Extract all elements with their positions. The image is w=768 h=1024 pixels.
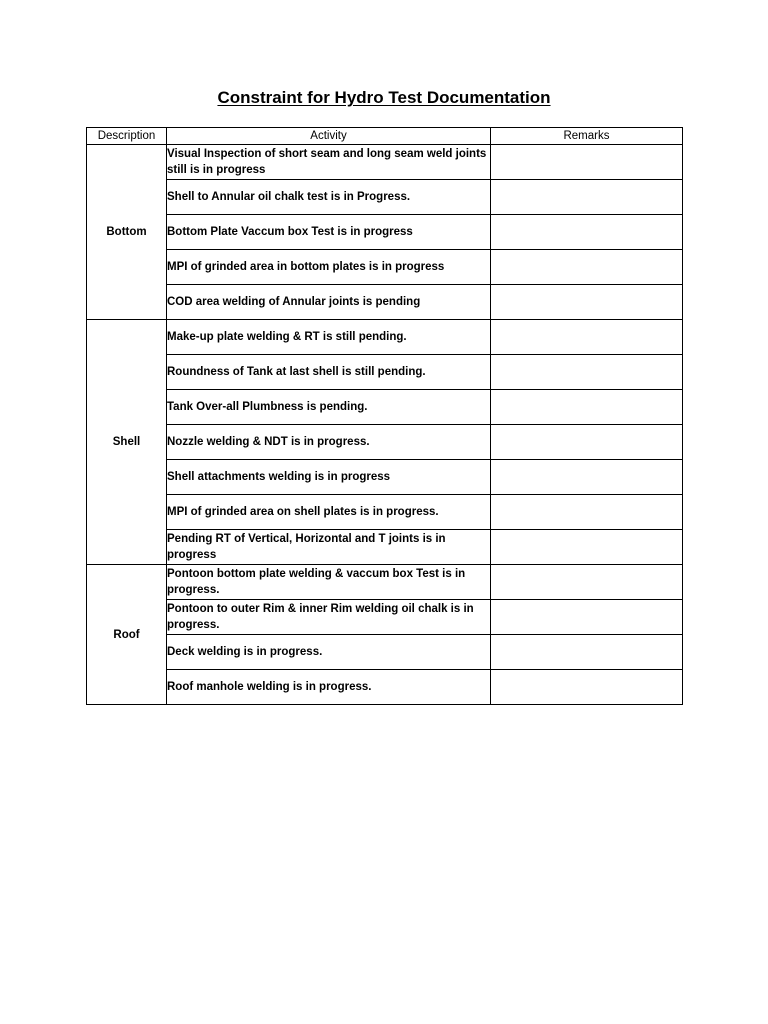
- remarks-cell: [491, 600, 683, 635]
- table-row: [87, 180, 683, 215]
- activity-cell: Visual Inspection of short seam and long seam weld joints still is in progress: [167, 145, 491, 180]
- activity-cell: Pending RT of Vertical, Horizontal and T joints is in progress: [167, 530, 491, 565]
- page-title: Constraint for Hydro Test Documentation: [217, 88, 551, 107]
- remarks-cell: [491, 565, 683, 600]
- table-row: [87, 320, 683, 355]
- remarks-cell: [491, 145, 683, 180]
- table-row: [87, 285, 683, 320]
- remarks-cell: [491, 425, 683, 460]
- activity-cell: Pontoon bottom plate welding & vaccum box Test is in progress.: [167, 565, 491, 600]
- remarks-cell: [491, 320, 683, 355]
- remarks-cell: [491, 180, 683, 215]
- activity-cell: Shell attachments welding is in progress: [167, 460, 491, 495]
- group-label-bottom: Bottom: [87, 145, 167, 320]
- table-row: [87, 635, 683, 670]
- activity-cell: Roundness of Tank at last shell is still pending.: [167, 355, 491, 390]
- activity-cell: COD area welding of Annular joints is pending: [167, 285, 491, 320]
- table-row: [87, 390, 683, 425]
- table-row: [87, 425, 683, 460]
- activity-cell: Bottom Plate Vaccum box Test is in progress: [167, 215, 491, 250]
- activity-cell: Make-up plate welding & RT is still pending.: [167, 320, 491, 355]
- table-row: [87, 670, 683, 705]
- remarks-cell: [491, 285, 683, 320]
- remarks-cell: [491, 215, 683, 250]
- activity-cell: Roof manhole welding is in progress.: [167, 670, 491, 705]
- activity-cell: MPI of grinded area in bottom plates is in progress: [167, 250, 491, 285]
- remarks-cell: [491, 460, 683, 495]
- header-activity: Activity: [167, 128, 491, 145]
- header-row: [87, 128, 683, 145]
- header-remarks: Remarks: [491, 128, 683, 145]
- constraints-table: [86, 127, 683, 705]
- header-description: Description: [87, 128, 167, 145]
- activity-cell: Deck welding is in progress.: [167, 635, 491, 670]
- activity-cell: Nozzle welding & NDT is in progress.: [167, 425, 491, 460]
- activity-cell: Shell to Annular oil chalk test is in Progress.: [167, 180, 491, 215]
- remarks-cell: [491, 390, 683, 425]
- table-row: [87, 145, 683, 180]
- table-row: [87, 600, 683, 635]
- remarks-cell: [491, 670, 683, 705]
- remarks-cell: [491, 635, 683, 670]
- activity-cell: Tank Over-all Plumbness is pending.: [167, 390, 491, 425]
- remarks-cell: [491, 250, 683, 285]
- remarks-cell: [491, 530, 683, 565]
- remarks-cell: [491, 495, 683, 530]
- table-row: [87, 250, 683, 285]
- table-row: [87, 530, 683, 565]
- activity-cell: Pontoon to outer Rim & inner Rim welding oil chalk is in progress.: [167, 600, 491, 635]
- group-label-shell: Shell: [87, 320, 167, 565]
- group-label-roof: Roof: [87, 565, 167, 705]
- table-row: [87, 565, 683, 600]
- table-row: [87, 355, 683, 390]
- activity-cell: MPI of grinded area on shell plates is in progress.: [167, 495, 491, 530]
- table-row: [87, 495, 683, 530]
- table-row: [87, 460, 683, 495]
- remarks-cell: [491, 355, 683, 390]
- table-row: [87, 215, 683, 250]
